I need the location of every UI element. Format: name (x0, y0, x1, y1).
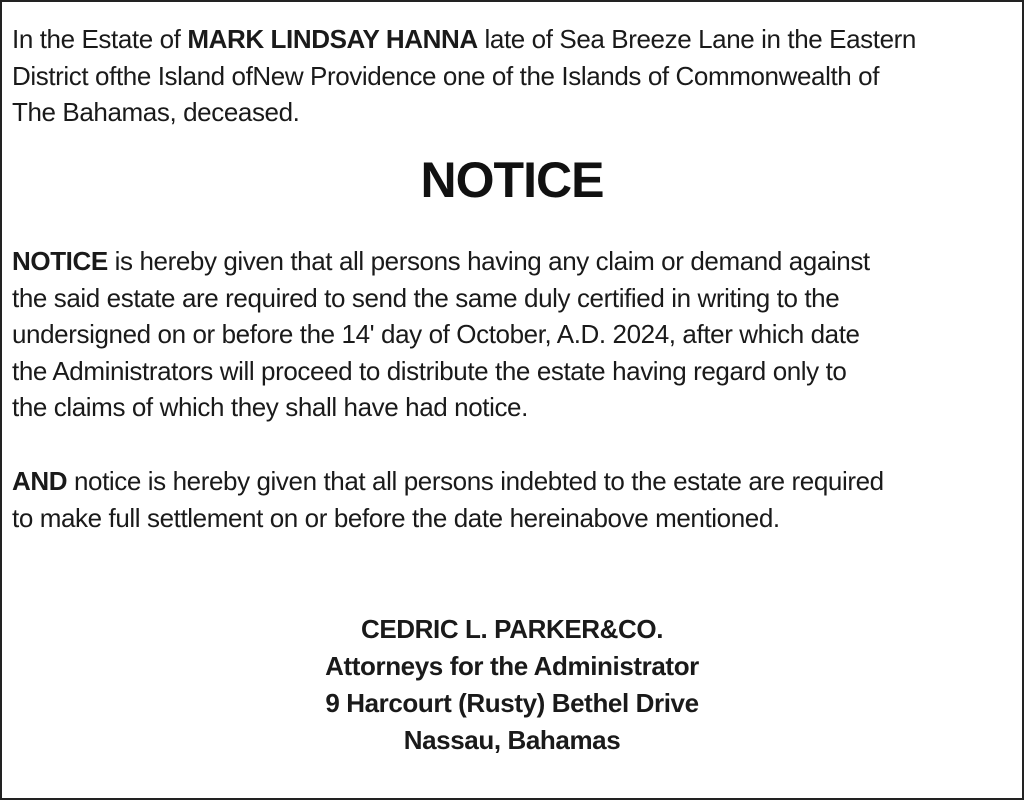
estate-intro: In the Estate of (12, 24, 188, 54)
deceased-name: MARK LINDSAY HANNA (187, 24, 478, 54)
firm-name: CEDRIC L. PARKER&CO. (360, 614, 664, 644)
indebted-paragraph (12, 463, 1014, 536)
signature-block (2, 611, 1022, 759)
indebted-line2: to make full settlement on or before the date hereinabove mentioned. (12, 502, 780, 533)
claims-lead: NOTICE (12, 246, 108, 276)
claims-line4: the Administrators will proceed to distribute the estate having regard only to (12, 355, 847, 386)
firm-address: 9 Harcourt (Rusty) Bethel Drive (325, 688, 699, 718)
estate-line3: The Bahamas, deceased. (12, 97, 300, 127)
estate-line2: District ofthe Island ofNew Providence one of the Islands of Commonwealth of (12, 60, 880, 91)
claims-paragraph (12, 243, 1014, 426)
estate-statement (12, 21, 1014, 131)
estate-line1-rest: late of Sea Breeze Lane in the Eastern (477, 24, 916, 54)
firm-role: Attorneys for the Administrator (325, 651, 699, 681)
indebted-lead: AND (12, 466, 68, 496)
claims-line2: the said estate are required to send the same duly certified in writing to the (12, 282, 840, 313)
claims-line3: undersigned on or before the 14' day of October, A.D. 2024, after which date (12, 319, 860, 349)
notice-heading: NOTICE (420, 152, 604, 208)
indebted-line1-rest: notice is hereby given that all persons indebted to the estate are required (67, 466, 884, 496)
claims-line5: the claims of which they shall have had notice. (12, 392, 528, 422)
firm-city: Nassau, Bahamas (403, 725, 621, 755)
claims-line1-rest: is hereby given that all persons having any claim or demand against (107, 246, 870, 276)
